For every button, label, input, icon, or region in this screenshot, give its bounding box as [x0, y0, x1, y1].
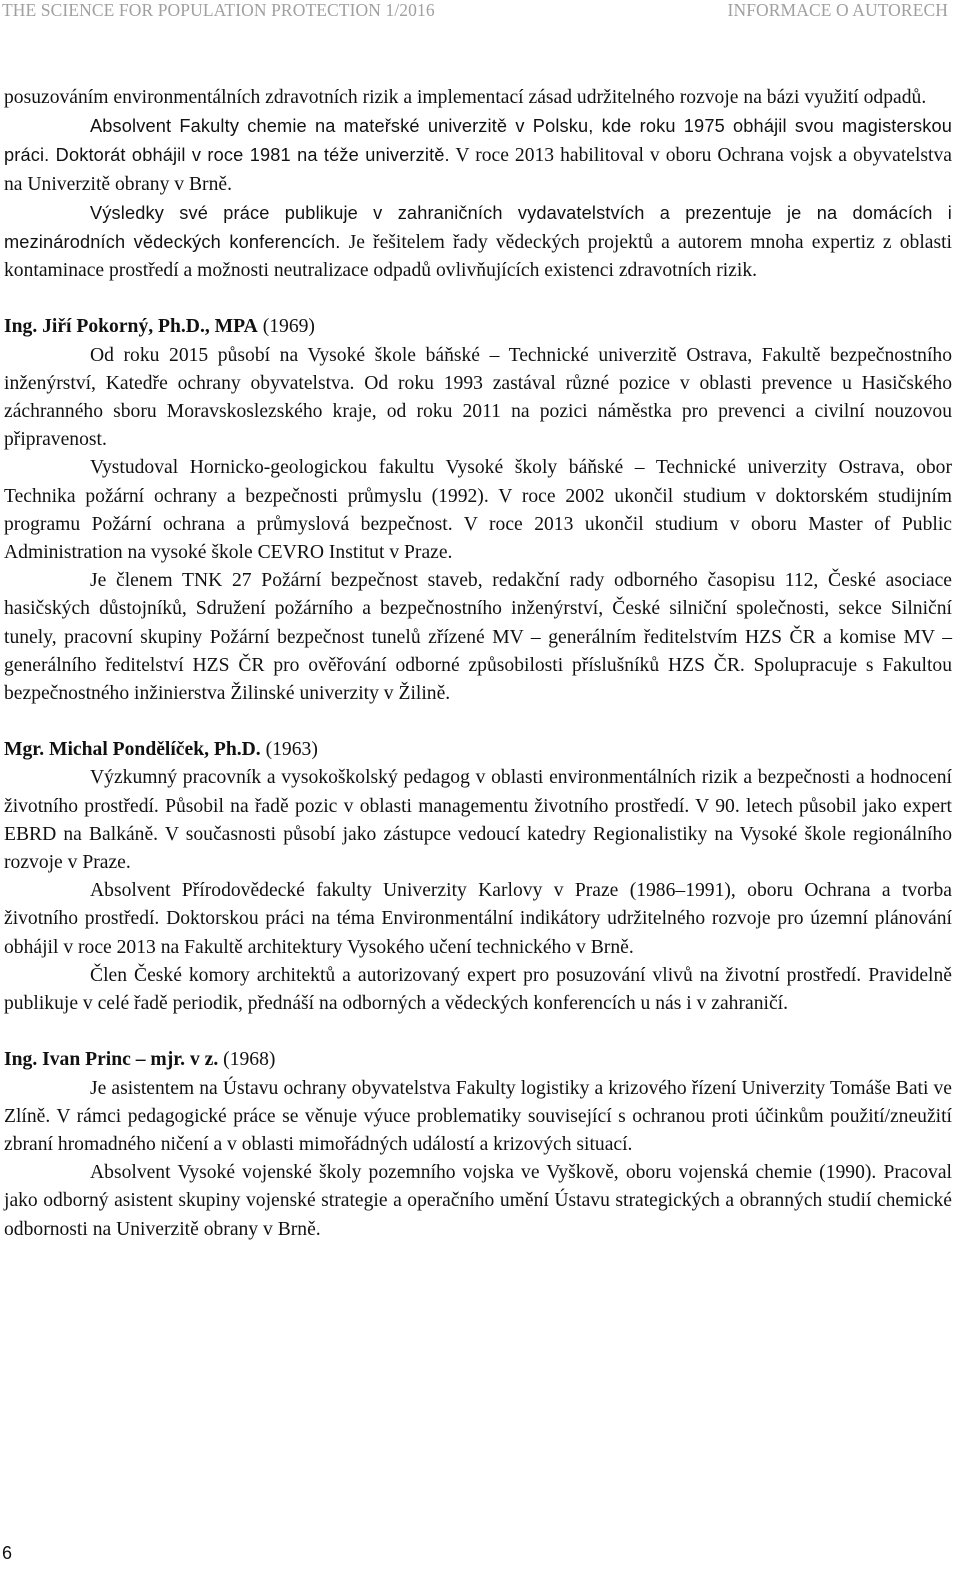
intro-paragraph-2-sans: Absolvent Fakulty chemie na mateřské univerzitě v Polsku, kde roku 1975 obhájil svou magisterskou práci. Doktorát obhájil v roce 1981 na téže univerzitě.: [4, 116, 952, 166]
author-heading: [4, 736, 952, 764]
page-number: 6: [2, 1543, 13, 1563]
intro-paragraph-3-serif: Je řešitelem řady vědeckých projektů a autorem mnoha expertiz z oblasti kontaminace prostředí a možnosti neutralizace odpadů ovlivňujících existenci zdravotních rizik.: [4, 232, 952, 282]
intro-paragraph-3: [4, 199, 952, 286]
section-gap: [4, 1018, 952, 1046]
author-paragraph: Absolvent Vysoké vojenské školy pozemního vojska ve Vyškově, oboru vojenská chemie (1990). Pracoval jako odborný asistent skupiny vojenské strategie a operačního umění Ústavu strategických a obranných studií chemické odbornosti na Univerzitě obrany v Brně.: [4, 1162, 952, 1240]
section-title: INFORMACE O AUTORECH: [727, 0, 948, 20]
author-name: Mgr. Michal Pondělíček, Ph.D.: [4, 739, 261, 761]
section-gap: [4, 708, 952, 736]
intro-paragraph-3-sans: Výsledky své práce publikuje v zahraničních vydavatelstvích a prezentuje je na domácích i mezinárodních vědeckých konferencích.: [4, 202, 952, 253]
journal-title: THE SCIENCE FOR POPULATION PROTECTION 1/2016: [2, 0, 435, 20]
author-paragraph: Absolvent Přírodovědecké fakulty Univerzity Karlovy v Praze (1986–1991), oboru Ochrana a tvorba životního prostředí. Doktorskou práci na téma Environmentální indikátory udržitelného rozvoje pro územní plánování obhájil v roce 2013 na Fakultě architektury Vysokého učení technického v Brně.: [4, 880, 952, 958]
author-paragraph: Je členem TNK 27 Požární bezpečnost staveb, redakční rady odborného časopisu 112, České asociace hasičských důstojníků, Sdružení požárního a bezpečnostního inženýrství, České silniční společnosti, sekce Silniční tunely, pracovní skupiny Požární bezpečnost tunelů zřízené MV – generálním ředitelstvím HZS ČR a komise MV – generálního ředitelství HZS ČR pro ověřování odborné způsobilosti příslušníků HZS ČR. Spolupracuje s Fakultou bezpečnostného inžinierstva Žilinské univerzity v Žilině.: [4, 570, 952, 705]
author-paragraph: Je asistentem na Ústavu ochrany obyvatelstva Fakulty logistiky a krizového řízení Univerzity Tomáše Bati ve Zlíně. V rámci pedagogické práce se věnuje výuce problematiky související s ochranou proti účinkům použití/zneužití zbraní hromadného ničení a v oblasti mimořádných událostí a krizových situací.: [4, 1077, 952, 1155]
section-gap: [4, 285, 952, 313]
author-paragraph: Od roku 2015 působí na Vysoké škole báňské – Technické univerzitě Ostrava, Fakultě bezpečnostního inženýrství, Katedře ochrany obyvatelstva. Od roku 1993 zastával různé pozice v oblasti prevence u Hasičského záchranného sboru Moravskoslezského kraje, od roku 2011 na pozici náměstka pro prevenci a civilní nouzovou připravenost.: [4, 344, 952, 451]
author-name: Ing. Jiří Pokorný, Ph.D., MPA: [4, 316, 258, 338]
author-paragraph: Výzkumný pracovník a vysokoškolský pedagog v oblasti environmentálních rizik a bezpečnosti a hodnocení životního prostředí. Působil na řadě pozic v oblasti managementu životního prostředí. V 90. letech působil jako expert EBRD na Balkáně. V současnosti působí jako zástupce vedoucí katedry Regionalistiky na Vysoké škole regionálního rozvoje v Praze.: [4, 767, 952, 874]
author-year: (1969): [257, 316, 315, 338]
intro-paragraph-1: posuzováním environmentálních zdravotních rizik a implementací zásad udržitelného rozvoje na bázi využití odpadů.: [4, 87, 927, 108]
author-year: (1963): [260, 739, 318, 761]
article-body: [4, 84, 952, 1244]
author-paragraph: Člen České komory architektů a autorizovaný expert pro posuzování vlivů na životní prostředí. Pravidelně publikuje v celé řadě periodik, přednáší na odborných a vědeckých konferencích u nás i v zahraničí.: [4, 964, 952, 1015]
running-header: [0, 0, 952, 24]
author-heading: [4, 313, 952, 341]
intro-paragraph-2-serif: V roce 2013 habilitoval v oboru Ochrana vojsk a obyvatelstva na Univerzitě obrany v Brně.: [4, 145, 952, 195]
author-paragraph: Vystudoval Hornicko-geologickou fakultu Vysoké školy báňské – Technické univerzity Ostrava, obor Technika požární ochrany a bezpečnosti průmyslu (1992). V roce 2002 ukončil studium v doktorském studijním programu Požární ochrana a průmyslová bezpečnost. V roce 2013 ukončil studium v oboru Master of Public Administration na vysoké škole CEVRO Institut v Praze.: [4, 457, 952, 564]
author-year: (1968): [218, 1049, 276, 1071]
author-heading: [4, 1046, 952, 1074]
intro-paragraph-2: [4, 112, 952, 199]
author-name: Ing. Ivan Princ – mjr. v z.: [4, 1049, 219, 1071]
